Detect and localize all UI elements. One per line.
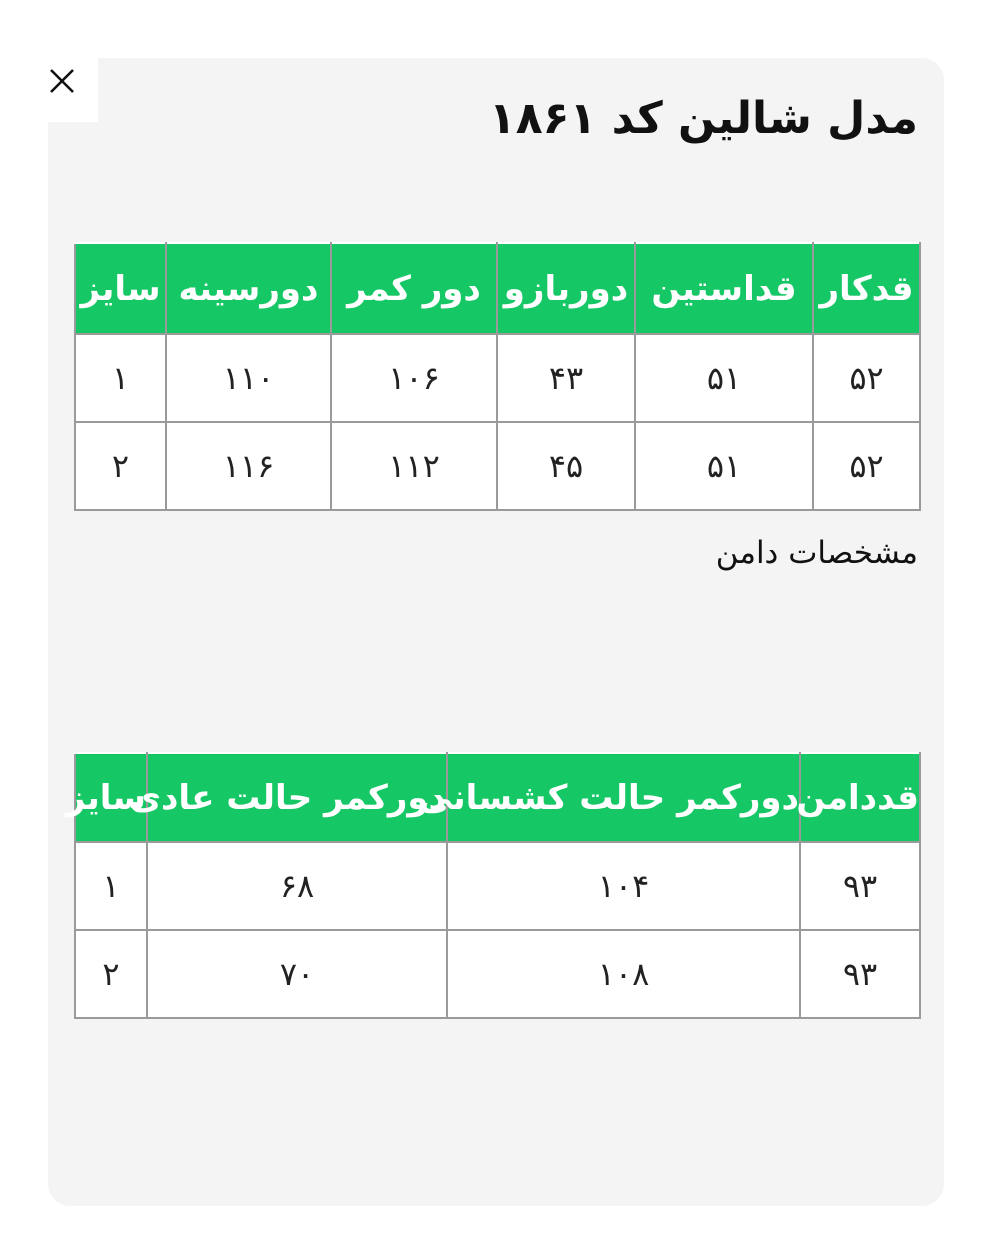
table-cell: ۹۳ <box>800 842 920 930</box>
table-cell: ۴۵ <box>497 422 635 510</box>
close-icon <box>49 68 75 94</box>
table-cell: ۱ <box>75 842 147 930</box>
table-cell: ۴۳ <box>497 334 635 422</box>
table-row <box>75 930 920 1018</box>
table-cell: ۱۱۶ <box>166 422 331 510</box>
column-header-waist-normal: دورکمر حالت عادی <box>147 753 447 842</box>
column-header-size: سایز <box>75 753 147 842</box>
page-title: مدل شالین کد ۱۸۶۱ <box>488 93 918 144</box>
table-cell: ۱ <box>75 334 166 422</box>
column-header-waist: دور کمر <box>331 243 497 334</box>
table-cell: ۱۰۴ <box>447 842 800 930</box>
table-cell: ۵۲ <box>813 334 920 422</box>
table-cell: ۷۰ <box>147 930 447 1018</box>
table-header-row <box>75 243 920 334</box>
table-cell: ۵۱ <box>635 422 813 510</box>
table-header-row <box>75 753 920 842</box>
skirt-section-label: مشخصات دامن <box>715 535 918 571</box>
column-header-sleeve-length: قداستین <box>635 243 813 334</box>
column-header-size: سایز <box>75 243 166 334</box>
table-cell: ۵۲ <box>813 422 920 510</box>
table-row <box>75 334 920 422</box>
top-size-table <box>74 242 921 511</box>
table-cell: ۱۰۶ <box>331 334 497 422</box>
skirt-size-table <box>65 752 921 1019</box>
size-chart-panel <box>48 58 944 1206</box>
table-cell: ۱۱۲ <box>331 422 497 510</box>
close-button[interactable] <box>26 40 98 122</box>
column-header-arm: دوربازو <box>497 243 635 334</box>
table-cell: ۶۸ <box>147 842 447 930</box>
table-cell: ۲ <box>75 422 166 510</box>
table-cell: ۱۰۸ <box>447 930 800 1018</box>
table-cell: ۲ <box>75 930 147 1018</box>
table-row <box>75 422 920 510</box>
table-cell: ۵۱ <box>635 334 813 422</box>
table-row <box>75 842 920 930</box>
column-header-skirt-length: قددامن <box>800 753 920 842</box>
column-header-waist-stretched: دورکمر حالت کشسانی <box>447 753 800 842</box>
table-cell: ۹۳ <box>800 930 920 1018</box>
column-header-body-length: قدکار <box>813 243 920 334</box>
table-cell: ۱۱۰ <box>166 334 331 422</box>
column-header-chest: دورسینه <box>166 243 331 334</box>
